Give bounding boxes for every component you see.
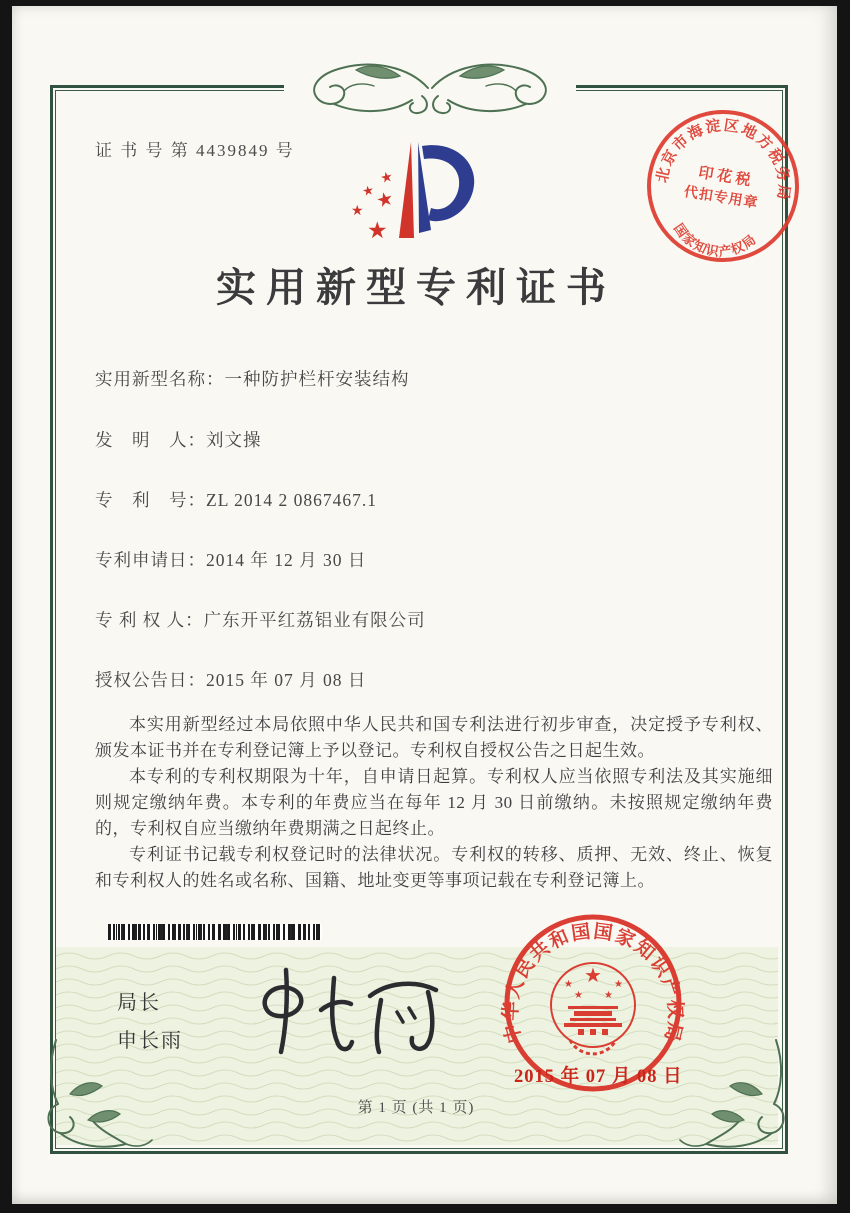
svg-text:★: ★ bbox=[374, 187, 396, 213]
dragon-ornament-icon bbox=[278, 52, 582, 124]
field-label: 专 利 号： bbox=[95, 490, 206, 510]
body-text bbox=[95, 712, 773, 894]
director-title-label: 局长 bbox=[117, 992, 161, 1014]
cnipa-seal-arc-text: 中华人民共和国国家知识产权局 bbox=[500, 921, 686, 1046]
field-label: 实用新型名称： bbox=[95, 369, 225, 389]
svg-text:★: ★ bbox=[367, 218, 388, 244]
tax-stamp-center-line1: 印 花 税 bbox=[697, 165, 752, 190]
body-paragraph: 专利证书记载专利权登记时的法律状况。专利权的转移、质押、无效、终止、恢复和专利权人的姓名或名称、国籍、地址变更等事项记载在专利登记簿上。 bbox=[95, 845, 773, 890]
field-value: 刘文操 bbox=[206, 430, 262, 450]
field-row-patent-number bbox=[95, 487, 755, 512]
field-row-patentee bbox=[95, 607, 755, 632]
field-value: ZL 2014 2 0867467.1 bbox=[206, 490, 377, 510]
page-footer: 第 1 页 (共 1 页) bbox=[357, 1100, 475, 1116]
page-title: 实用新型专利证书 bbox=[216, 265, 616, 310]
field-value: 广东开平红荔铝业有限公司 bbox=[203, 610, 426, 630]
field-row-inventor bbox=[95, 427, 755, 452]
field-label: 授权公告日： bbox=[95, 670, 206, 690]
cnipa-logo-icon bbox=[340, 126, 520, 256]
svg-text:★: ★ bbox=[584, 963, 602, 987]
body-paragraph: 本专利的专利权期限为十年，自申请日起算。专利权人应当依照专利法及其实施细则规定缴纳年费。本专利的年费应当在每年 12 月 30 日前缴纳。未按照规定缴纳年费的，专利权自应当缴纳年费期满之日起终止。 bbox=[95, 767, 773, 838]
svg-text:★: ★ bbox=[361, 183, 376, 200]
certificate-number: 证 书 号 第 4439849 号 bbox=[95, 141, 295, 160]
field-row-name bbox=[95, 366, 755, 391]
svg-text:★: ★ bbox=[614, 979, 623, 990]
svg-text:★: ★ bbox=[604, 990, 613, 1001]
tax-stamp-top-arc-text: 北京市海淀区地方税务局 bbox=[654, 118, 792, 203]
svg-text:★: ★ bbox=[351, 203, 364, 219]
tax-stamp-bottom-arc-text: 国家知识产权局 bbox=[670, 220, 760, 260]
seal-issue-date: 2015 年 07 月 08 日 bbox=[514, 1067, 683, 1087]
tax-stamp-seal bbox=[626, 89, 821, 284]
field-value: 2015 年 07 月 08 日 bbox=[206, 670, 367, 690]
svg-text:★: ★ bbox=[378, 168, 395, 188]
field-row-grant-date bbox=[95, 667, 755, 692]
field-label: 发 明 人： bbox=[95, 430, 206, 450]
field-label: 专 利 权 人： bbox=[95, 610, 204, 630]
svg-text:★: ★ bbox=[574, 990, 583, 1001]
director-name: 申长雨 bbox=[117, 1030, 183, 1052]
barcode bbox=[108, 924, 322, 940]
field-row-filing-date bbox=[95, 547, 755, 572]
national-emblem-icon bbox=[551, 963, 635, 1054]
svg-text:★: ★ bbox=[564, 979, 573, 990]
director-signature-icon bbox=[246, 962, 456, 1058]
field-label: 专利申请日： bbox=[95, 550, 206, 570]
body-paragraph: 本实用新型经过本局依照中华人民共和国专利法进行初步审查，决定授予专利权、颁发本证书并在专利登记簿上予以登记。专利权自授权公告之日起生效。 bbox=[95, 715, 773, 760]
svg-text:北京市海淀区地方税务局 bbox=[654, 107, 803, 203]
tax-stamp-center-line2: 代扣专用章 bbox=[682, 185, 760, 212]
field-value: 一种防护栏杆安装结构 bbox=[224, 369, 410, 389]
field-value: 2014 年 12 月 30 日 bbox=[206, 550, 367, 570]
